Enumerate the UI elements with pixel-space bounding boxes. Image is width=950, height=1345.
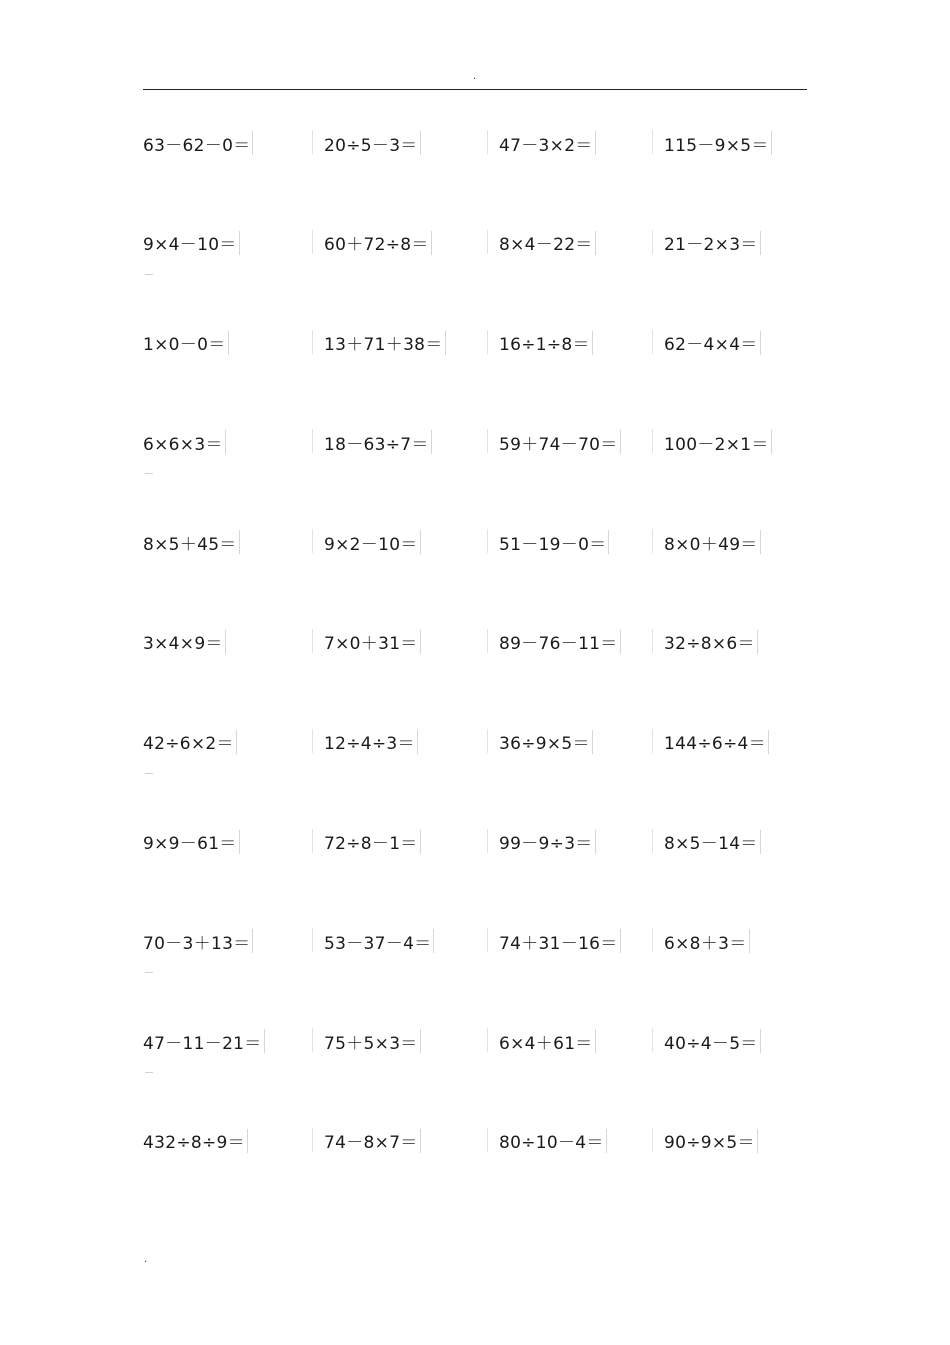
problem-text: 99－9÷3＝	[499, 834, 593, 855]
answer-divider	[420, 630, 421, 654]
problem-item	[143, 629, 226, 655]
footer-dot: .	[144, 1254, 148, 1265]
problem-row	[143, 230, 807, 330]
problem-item	[143, 928, 253, 954]
answer-divider	[595, 830, 596, 854]
problem-text: 100－2×1＝	[664, 434, 769, 455]
problem-row	[143, 729, 807, 829]
answer-divider	[420, 830, 421, 854]
answer-divider	[595, 131, 596, 155]
problem-text: 8×0＋49＝	[664, 534, 758, 555]
problem-text: 432÷8÷9＝	[143, 1133, 245, 1154]
problem-text: 47－11－21＝	[143, 1033, 262, 1054]
problem-item	[324, 1128, 421, 1154]
answer-divider	[760, 530, 761, 554]
problem-item	[499, 629, 621, 655]
problem-item	[664, 1028, 761, 1054]
answer-divider	[757, 630, 758, 654]
problem-item	[664, 529, 761, 555]
problem-item	[143, 330, 229, 356]
problem-row	[143, 130, 807, 230]
answer-divider	[236, 730, 237, 754]
problem-text: 63－62－0＝	[143, 135, 251, 156]
problem-item	[324, 330, 446, 356]
problem-text: 12÷4÷3＝	[324, 734, 415, 755]
answer-divider	[595, 1029, 596, 1053]
problem-text: 80÷10－4＝	[499, 1133, 604, 1154]
problem-item	[143, 1128, 248, 1154]
problem-text: 32÷8×6＝	[664, 634, 755, 655]
answer-divider	[606, 1129, 607, 1153]
problem-row	[143, 829, 807, 929]
problem-text: 74－8×7＝	[324, 1133, 418, 1154]
answer-divider	[264, 1029, 265, 1053]
problem-row	[143, 429, 807, 529]
problem-text: 60＋72÷8＝	[324, 235, 429, 256]
answer-divider	[420, 1129, 421, 1153]
row-mark	[145, 773, 153, 774]
problem-item	[324, 928, 434, 954]
problem-row	[143, 1128, 807, 1228]
problem-row	[143, 529, 807, 629]
problem-item	[324, 829, 421, 855]
problem-grid	[143, 130, 807, 1228]
answer-divider	[420, 1029, 421, 1053]
answer-divider	[239, 530, 240, 554]
problem-text: 59＋74－70＝	[499, 434, 618, 455]
problem-item	[324, 230, 432, 256]
problem-item	[143, 729, 237, 755]
problem-text: 47－3×2＝	[499, 135, 593, 156]
problem-text: 8×5＋45＝	[143, 534, 237, 555]
problem-row	[143, 330, 807, 430]
answer-divider	[417, 730, 418, 754]
problem-item	[664, 230, 761, 256]
answer-divider	[760, 830, 761, 854]
problem-item	[664, 629, 758, 655]
row-mark	[145, 473, 153, 474]
problem-item	[143, 1028, 265, 1054]
problem-row	[143, 928, 807, 1028]
problem-text: 9×2－10＝	[324, 534, 418, 555]
problem-item	[499, 429, 621, 455]
problem-row	[143, 1028, 807, 1128]
answer-divider	[771, 131, 772, 155]
answer-divider	[760, 231, 761, 255]
problem-text: 70－3＋13＝	[143, 933, 251, 954]
problem-item	[499, 829, 596, 855]
row-mark	[145, 274, 153, 275]
answer-divider	[768, 730, 769, 754]
problem-text: 6×4＋61＝	[499, 1033, 593, 1054]
problem-text: 6×6×3＝	[143, 434, 223, 455]
problem-item	[664, 729, 769, 755]
answer-divider	[225, 630, 226, 654]
problem-text: 1×0－0＝	[143, 335, 226, 356]
problem-item	[143, 529, 240, 555]
problem-item	[143, 230, 240, 256]
answer-divider	[252, 131, 253, 155]
answer-divider	[620, 630, 621, 654]
answer-divider	[771, 430, 772, 454]
answer-divider	[431, 231, 432, 255]
answer-divider	[592, 730, 593, 754]
problem-item	[324, 130, 421, 156]
row-mark	[145, 1072, 153, 1073]
problem-item	[324, 429, 432, 455]
answer-divider	[420, 530, 421, 554]
answer-divider	[595, 231, 596, 255]
problem-text: 6×8＋3＝	[664, 933, 747, 954]
problem-item	[499, 130, 596, 156]
problem-text: 36÷9×5＝	[499, 734, 590, 755]
problem-item	[664, 829, 761, 855]
problem-text: 3×4×9＝	[143, 634, 223, 655]
problem-item	[499, 330, 593, 356]
problem-item	[664, 1128, 758, 1154]
problem-row	[143, 629, 807, 729]
problem-item	[324, 729, 418, 755]
problem-item	[499, 1028, 596, 1054]
problem-item	[324, 529, 421, 555]
answer-divider	[749, 929, 750, 953]
problem-item	[324, 629, 421, 655]
answer-divider	[228, 331, 229, 355]
problem-text: 74＋31－16＝	[499, 933, 618, 954]
problem-text: 20÷5－3＝	[324, 135, 418, 156]
problem-item	[143, 130, 253, 156]
problem-text: 90÷9×5＝	[664, 1133, 755, 1154]
problem-text: 21－2×3＝	[664, 235, 758, 256]
problem-item	[499, 529, 609, 555]
answer-divider	[445, 331, 446, 355]
problem-text: 75＋5×3＝	[324, 1033, 418, 1054]
problem-item	[664, 429, 772, 455]
answer-divider	[592, 331, 593, 355]
header-rule	[143, 89, 807, 90]
answer-divider	[757, 1129, 758, 1153]
answer-divider	[239, 830, 240, 854]
problem-item	[499, 230, 596, 256]
problem-text: 9×9－61＝	[143, 834, 237, 855]
answer-divider	[620, 929, 621, 953]
problem-item	[499, 729, 593, 755]
answer-divider	[608, 530, 609, 554]
problem-text: 7×0＋31＝	[324, 634, 418, 655]
problem-text: 51－19－0＝	[499, 534, 607, 555]
problem-text: 53－37－4＝	[324, 933, 432, 954]
answer-divider	[433, 929, 434, 953]
problem-text: 89－76－11＝	[499, 634, 618, 655]
problem-text: 16÷1÷8＝	[499, 335, 590, 356]
problem-text: 8×5－14＝	[664, 834, 758, 855]
answer-divider	[760, 1029, 761, 1053]
problem-item	[664, 928, 750, 954]
answer-divider	[225, 430, 226, 454]
problem-text: 40÷4－5＝	[664, 1033, 758, 1054]
answer-divider	[247, 1129, 248, 1153]
problem-item	[143, 429, 226, 455]
answer-divider	[420, 131, 421, 155]
header-dot: .	[473, 71, 477, 82]
problem-text: 42÷6×2＝	[143, 734, 234, 755]
problem-item	[324, 1028, 421, 1054]
problem-item	[664, 330, 761, 356]
answer-divider	[431, 430, 432, 454]
problem-text: 13＋71＋38＝	[324, 335, 443, 356]
problem-item	[664, 130, 772, 156]
row-mark	[145, 972, 153, 973]
problem-text: 62－4×4＝	[664, 335, 758, 356]
problem-text: 115－9×5＝	[664, 135, 769, 156]
answer-divider	[760, 331, 761, 355]
problem-item	[499, 928, 621, 954]
answer-divider	[239, 231, 240, 255]
problem-text: 9×4－10＝	[143, 235, 237, 256]
problem-text: 8×4－22＝	[499, 235, 593, 256]
answer-divider	[252, 929, 253, 953]
problem-item	[499, 1128, 607, 1154]
problem-item	[143, 829, 240, 855]
answer-divider	[620, 430, 621, 454]
problem-text: 18－63÷7＝	[324, 434, 429, 455]
problem-text: 144÷6÷4＝	[664, 734, 766, 755]
problem-text: 72÷8－1＝	[324, 834, 418, 855]
